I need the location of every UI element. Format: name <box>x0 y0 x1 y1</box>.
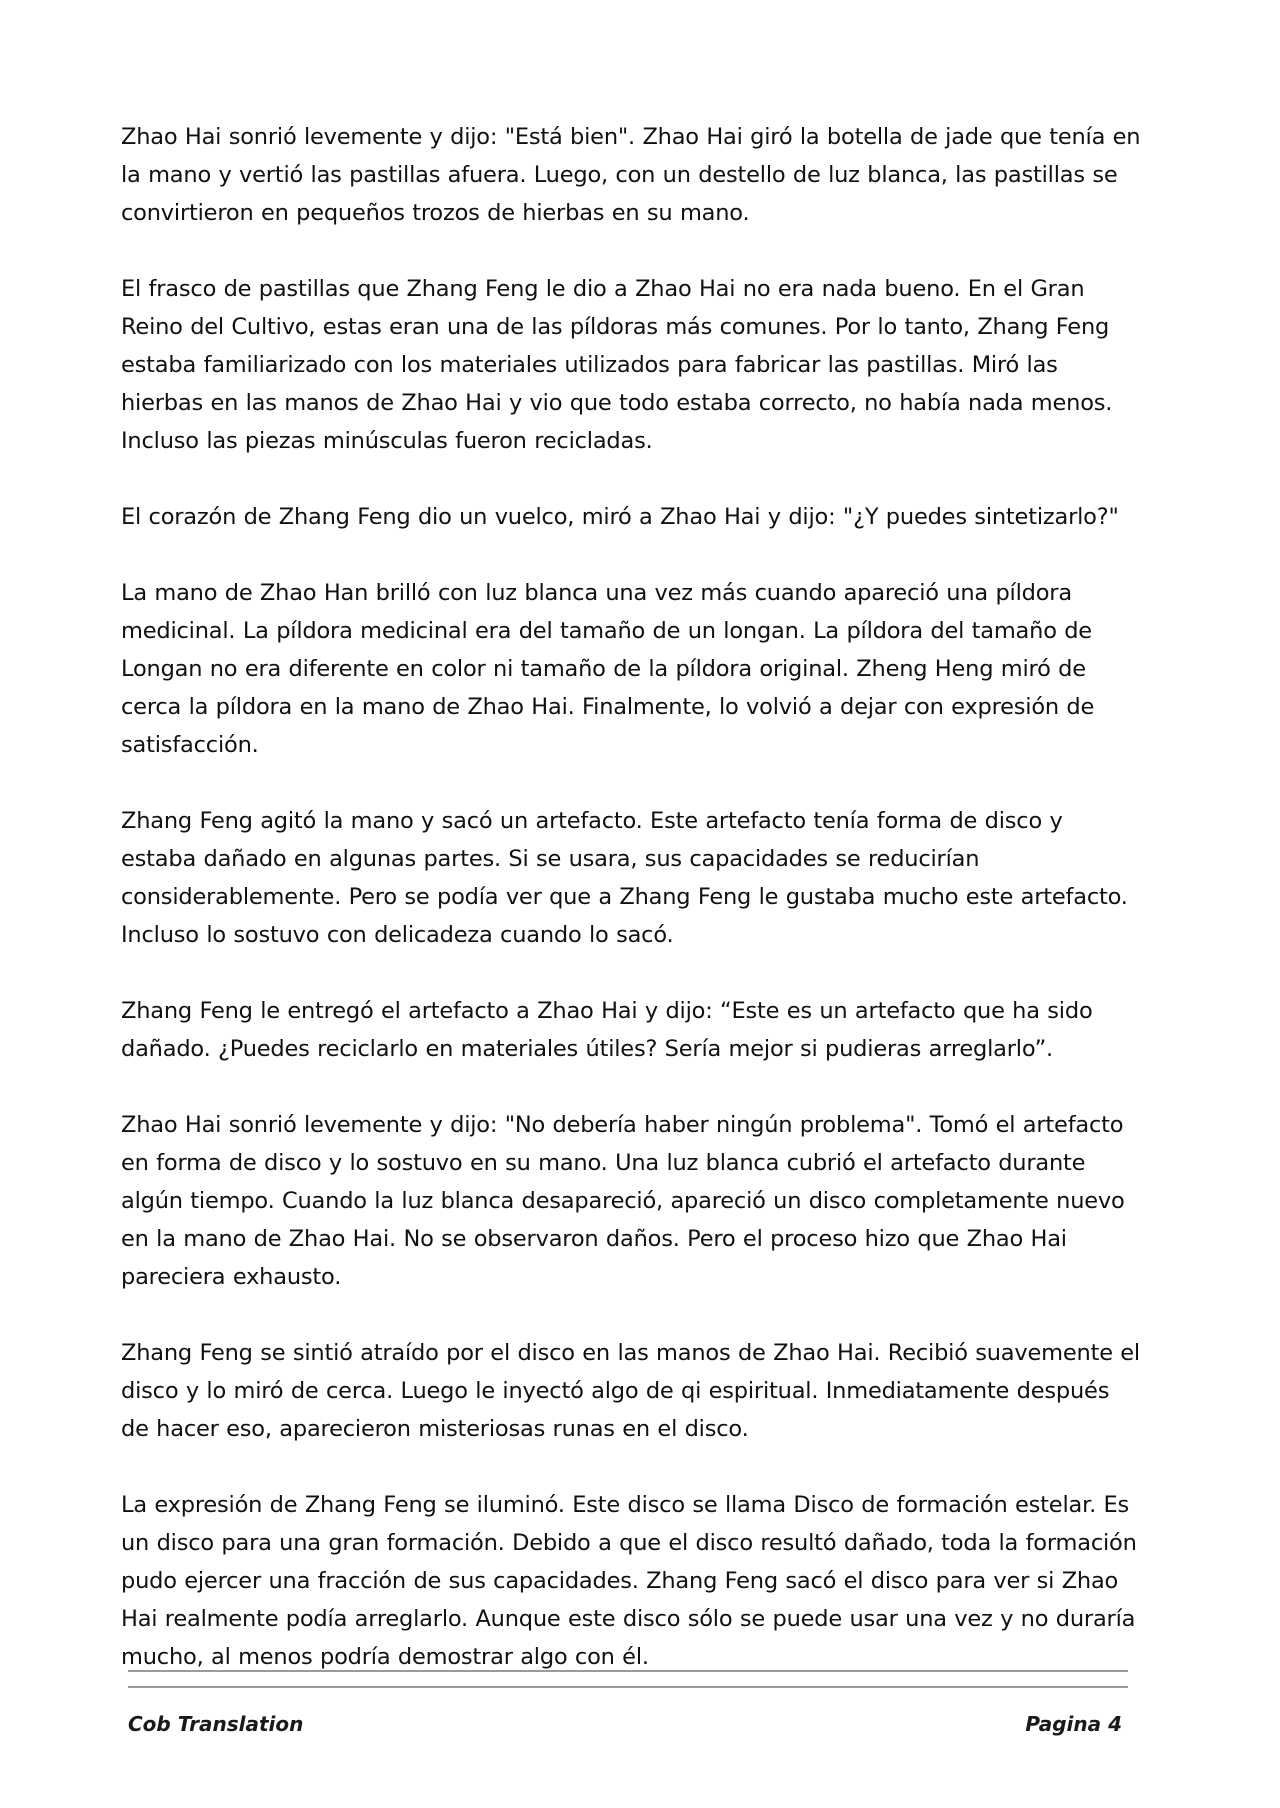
footer-translator-credit: Cob Translation <box>128 1712 304 1736</box>
paragraph-2: El frasco de pastillas que Zhang Feng le dio a Zhao Hai no era nada bueno. En el Gran Reino del Cultivo, estas eran una de las píldoras más comunes. Por lo tanto, Zhang Feng estaba familiarizado con los materiales utilizados para fabricar las pastillas. Miró las hierbas en las manos de Zhao Hai y vio que todo estaba correcto, no había nada menos. Incluso las piezas minúsculas fueron recicladas. <box>121 276 1113 454</box>
paragraph-9: La expresión de Zhang Feng se iluminó. Este disco se llama Disco de formación estelar. Es un disco para una gran formación. Debido a que el disco resultó dañado, toda la formación pudo ejercer una fracción de sus capacidades. Zhang Feng sacó el disco para ver si Zhao Hai realmente podía arreglarlo. Aunque este disco sólo se puede usar una vez y no duraría mucho, al menos podría demostrar algo con él. <box>121 1492 1137 1670</box>
body-text <box>121 118 1141 1714</box>
paragraph-3: El corazón de Zhang Feng dio un vuelco, miró a Zhao Hai y dijo: "¿Y puedes sintetizarlo?" <box>121 504 1119 530</box>
paragraph-7: Zhao Hai sonrió levemente y dijo: "No debería haber ningún problema". Tomó el artefacto en forma de disco y lo sostuvo en su mano. Una luz blanca cubrió el artefacto durante algún tiempo. Cuando la luz blanca desapareció, apareció un disco completamente nuevo en la mano de Zhao Hai. No se observaron daños. Pero el proceso hizo que Zhao Hai pareciera exhausto. <box>121 1112 1125 1290</box>
footer-page-number: Pagina 4 <box>1025 1712 1122 1736</box>
paragraph-4: La mano de Zhao Han brilló con luz blanca una vez más cuando apareció una píldora medicinal. La píldora medicinal era del tamaño de un longan. La píldora del tamaño de Longan no era diferente en color ni tamaño de la píldora original. Zheng Heng miró de cerca la píldora en la mano de Zhao Hai. Finalmente, lo volvió a dejar con expresión de satisfacción. <box>121 580 1095 758</box>
paragraph-1: Zhao Hai sonrió levemente y dijo: "Está bien". Zhao Hai giró la botella de jade que tenía en la mano y vertió las pastillas afuera. Luego, con un destello de luz blanca, las pastillas se convirtieron en pequeños trozos de hierbas en su mano. <box>121 124 1141 226</box>
footer-divider-bottom <box>128 1686 1128 1688</box>
paragraph-5: Zhang Feng agitó la mano y sacó un artefacto. Este artefacto tenía forma de disco y estaba dañado en algunas partes. Si se usara, sus capacidades se reducirían considerablemente. Pero se podía ver que a Zhang Feng le gustaba mucho este artefacto. Incluso lo sostuvo con delicadeza cuando lo sacó. <box>121 808 1128 948</box>
paragraph-6: Zhang Feng le entregó el artefacto a Zhao Hai y dijo: “Este es un artefacto que ha sido dañado. ¿Puedes reciclarlo en materiales útiles? Sería mejor si pudieras arreglarlo”. <box>121 998 1093 1062</box>
footer-divider-top <box>128 1670 1128 1672</box>
paragraph-8: Zhang Feng se sintió atraído por el disco en las manos de Zhao Hai. Recibió suavemente el disco y lo miró de cerca. Luego le inyectó algo de qi espiritual. Inmediatamente después de hacer eso, aparecieron misteriosas runas en el disco. <box>121 1340 1140 1442</box>
